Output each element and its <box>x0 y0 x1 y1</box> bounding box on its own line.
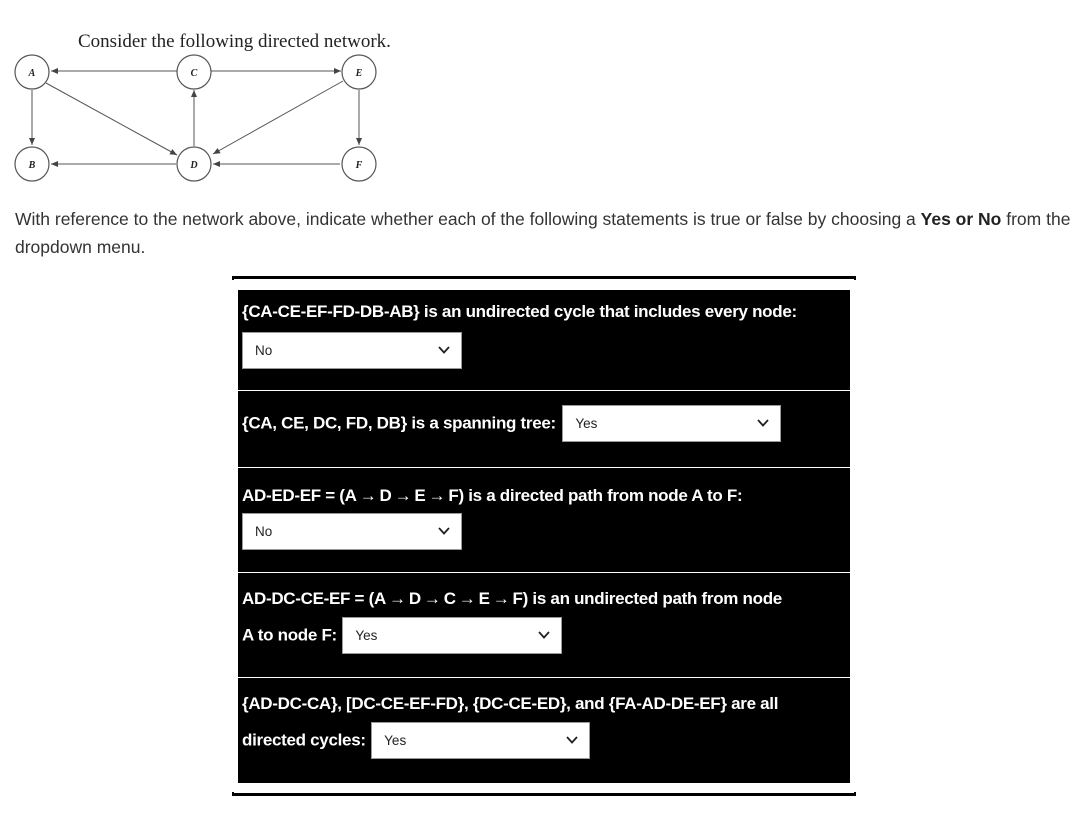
question-3-dropdown[interactable] <box>242 513 462 550</box>
question-4-selected-value: Yes <box>355 628 378 643</box>
question-1-selected-value: No <box>255 343 273 358</box>
quiz-top-border <box>232 276 856 280</box>
edge-ED <box>213 81 343 154</box>
node-B <box>15 147 49 181</box>
svg-text:C: C <box>190 68 198 79</box>
question-1-dropdown[interactable] <box>242 332 462 369</box>
node-A <box>15 55 49 89</box>
question-5 <box>238 678 850 783</box>
instructions-text-end: from the dropdown menu. <box>15 209 1071 257</box>
question-3-selected-value: No <box>255 524 273 539</box>
question-3-text: AD-ED-EF = (A → D → E → F) is a directed path from node A to F: <box>242 486 743 505</box>
question-5-dropdown[interactable] <box>371 722 590 759</box>
question-4-text-line-2: A to node F: <box>242 625 337 645</box>
question-2-dropdown[interactable] <box>562 405 781 442</box>
node-E <box>342 55 376 89</box>
svg-text:B: B <box>28 160 36 171</box>
question-2-selected-value: Yes <box>575 416 598 431</box>
node-C <box>177 55 211 89</box>
instructions <box>15 205 1073 261</box>
question-5-text-line-1: {AD-DC-CA}, [DC-CE-EF-FD}, {DC-CE-ED}, and {FA-AD-DE-EF} are all <box>242 694 779 713</box>
svg-text:A: A <box>28 68 36 79</box>
question-4 <box>238 573 850 677</box>
chevron-down-icon <box>565 733 579 747</box>
edge-AD <box>46 83 177 155</box>
network-title: Consider the following directed network. <box>78 31 391 52</box>
question-4-dropdown[interactable] <box>342 617 562 654</box>
question-1 <box>238 290 850 390</box>
svg-text:F: F <box>355 160 363 171</box>
node-D <box>177 147 211 181</box>
svg-text:E: E <box>355 68 363 79</box>
quiz-bottom-border <box>232 792 856 796</box>
chevron-down-icon <box>437 343 451 357</box>
question-4-text-line-1: AD-DC-CE-EF = (A → D → C → E → F) is an undirected path from node <box>242 589 782 608</box>
svg-text:D: D <box>190 160 198 171</box>
instructions-text: With reference to the network above, indicate whether each of the following statements is true or false by choosing a <box>15 209 921 229</box>
network-diagram <box>0 0 440 195</box>
quiz-panel <box>232 276 856 796</box>
chevron-down-icon <box>537 628 551 642</box>
question-5-text-line-2: directed cycles: <box>242 730 366 750</box>
question-5-selected-value: Yes <box>384 733 407 748</box>
question-2-text: {CA, CE, DC, FD, DB} is a spanning tree: <box>242 413 556 433</box>
instructions-emphasis: Yes or No <box>920 209 1002 229</box>
node-F <box>342 147 376 181</box>
chevron-down-icon <box>756 416 770 430</box>
chevron-down-icon <box>437 524 451 538</box>
question-2 <box>238 391 850 467</box>
question-3 <box>238 468 850 572</box>
question-1-text: {CA-CE-EF-FD-DB-AB} is an undirected cycle that includes every node: <box>242 302 797 321</box>
